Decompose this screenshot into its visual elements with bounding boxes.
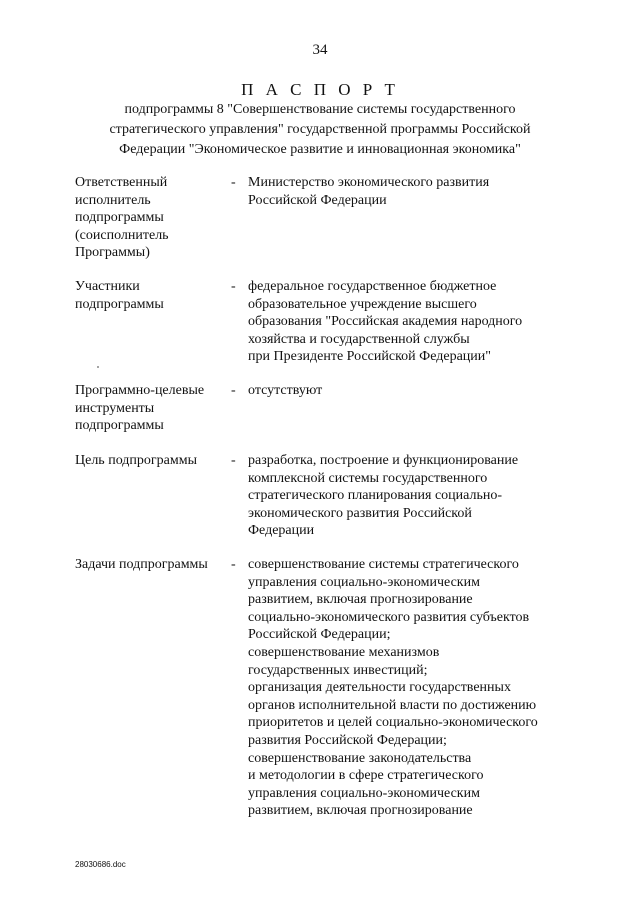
label-line: подпрограммы — [75, 296, 164, 312]
value-line: развитием, включая прогнозирование — [248, 803, 473, 819]
value-line: Российской Федерации; — [248, 627, 391, 643]
value-line: приоритетов и целей социально-экономического — [248, 715, 538, 731]
label-line: Программно-целевые — [75, 383, 205, 398]
label-line: подпрограммы — [75, 210, 164, 226]
value-line: совершенствование механизмов — [248, 644, 440, 660]
row-label — [75, 382, 225, 435]
value-line: при Президенте Российской Федерации" — [248, 349, 491, 365]
row-dash: - — [231, 279, 236, 294]
value-line: совершенствование системы стратегического — [248, 557, 519, 572]
label-line: Программы) — [75, 245, 150, 261]
subtitle-line: стратегического управления" государственной программы Российской — [109, 122, 531, 137]
scan-speck — [97, 366, 99, 368]
value-line: отсутствуют — [248, 383, 323, 398]
row-dash: - — [231, 453, 236, 468]
value-line: органов исполнительной власти по достижению — [248, 697, 537, 713]
row-value — [248, 174, 578, 209]
label-line: Задачи подпрограммы — [75, 557, 208, 572]
value-line: развитием, включая прогнозирование — [248, 592, 473, 608]
value-line: хозяйства и государственной службы — [248, 331, 470, 347]
value-line: образования "Российская академия народного — [248, 314, 523, 330]
value-line: развития Российской Федерации; — [248, 732, 447, 748]
label-line: Участники — [75, 279, 140, 294]
subprogram-subtitle — [90, 100, 550, 160]
label-line: подпрограммы — [75, 418, 164, 434]
label-line: инструменты — [75, 400, 155, 416]
label-line: исполнитель — [75, 192, 151, 208]
row-dash: - — [231, 383, 236, 398]
value-line: организация деятельности государственных — [248, 680, 511, 696]
label-line: Цель подпрограммы — [75, 453, 197, 468]
page-number: 34 — [312, 42, 328, 58]
row-label — [75, 452, 225, 470]
row-value — [248, 452, 578, 540]
row-label — [75, 556, 225, 574]
value-line: стратегического планирования социально- — [248, 488, 503, 504]
subtitle-line: Федерации "Экономическое развитие и инновационная экономика" — [119, 142, 521, 157]
value-line: управления социально-экономическим — [248, 785, 480, 801]
passport-title: П А С П О Р Т — [241, 80, 399, 99]
row-value — [248, 382, 578, 400]
label-line: Ответственный — [75, 175, 168, 190]
value-line: образовательное учреждение высшего — [248, 296, 477, 312]
row-dash: - — [231, 175, 236, 190]
row-value — [248, 556, 578, 820]
value-line: управления социально-экономическим — [248, 574, 480, 590]
value-line: Российской Федерации — [248, 192, 387, 208]
label-line: (соисполнитель — [75, 227, 169, 243]
value-line: экономического развития Российской — [248, 505, 472, 521]
row-dash: - — [231, 557, 236, 572]
footer-file-code: 28030686.doc — [75, 860, 126, 869]
subtitle-line: подпрограммы 8 "Совершенствование системы государственного — [124, 102, 516, 117]
value-line: совершенствование законодательства — [248, 750, 472, 766]
value-line: и методологии в сфере стратегического — [248, 768, 484, 784]
value-line: Федерации — [248, 523, 315, 539]
value-line: Министерство экономического развития — [248, 175, 490, 190]
row-value — [248, 278, 578, 366]
value-line: комплексной системы государственного — [248, 470, 488, 486]
row-label — [75, 278, 225, 313]
value-line: социально-экономического развития субъектов — [248, 609, 530, 625]
value-line: федеральное государственное бюджетное — [248, 279, 497, 294]
value-line: разработка, построение и функционирование — [248, 453, 519, 468]
row-label — [75, 174, 225, 262]
value-line: государственных инвестиций; — [248, 662, 428, 678]
